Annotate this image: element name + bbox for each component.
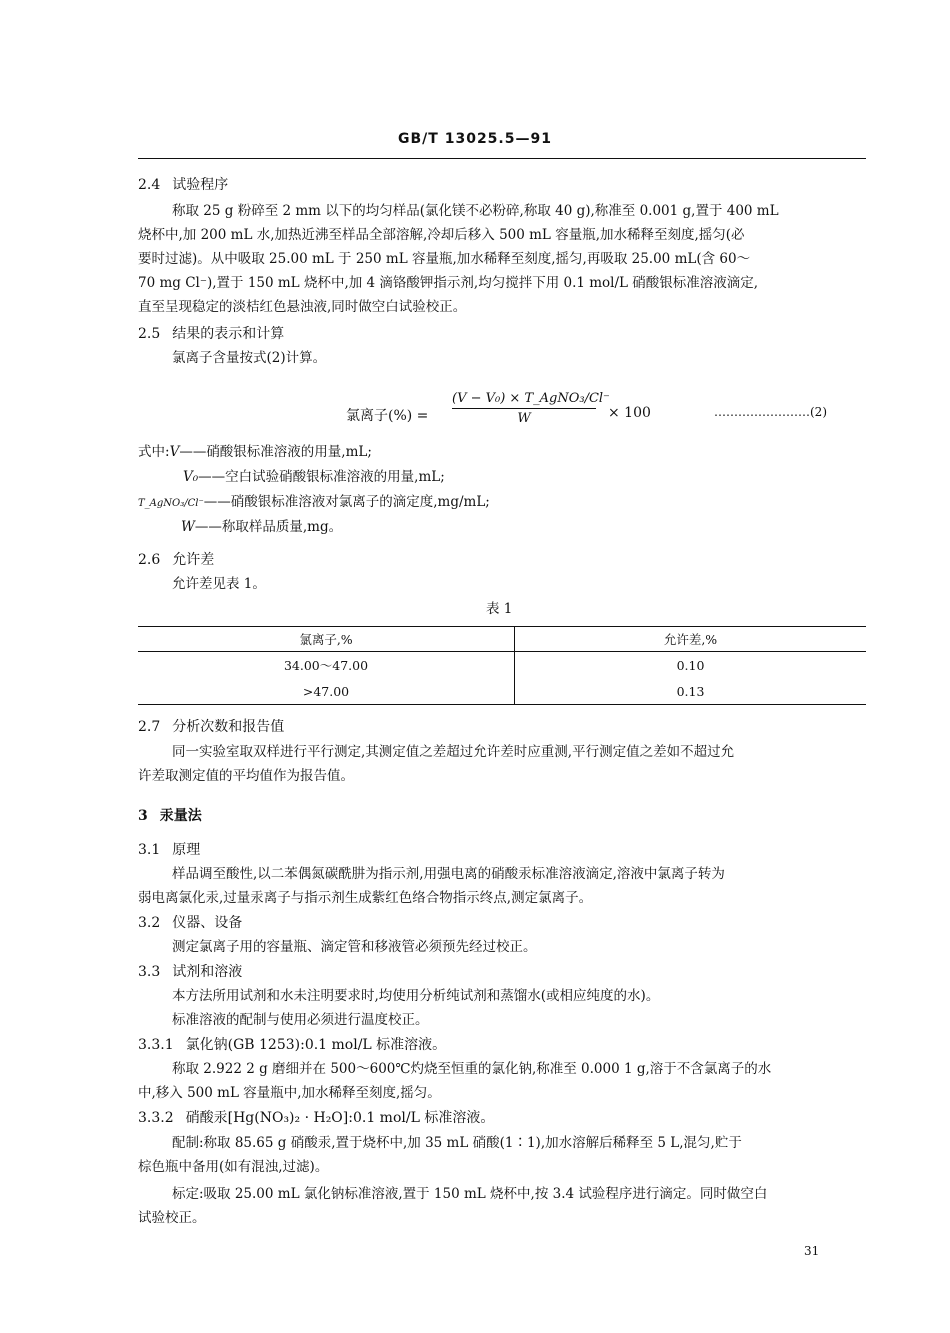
paragraph-line: 要时过滤)。从中吸取 25.00 mL 于 250 mL 容量瓶,加水稀释至刻度,摇匀,再吸取 25.00 mL(含 60～ (138, 251, 751, 267)
where-clause (138, 440, 372, 464)
paragraph-line: 标准溶液的配制与使用必须进行温度校正。 (172, 1012, 429, 1028)
section-3-3-heading (138, 961, 242, 981)
paragraph-line: 测定氯离子用的容量瓶、滴定管和移液管必须预先经过校正。 (172, 939, 537, 955)
formula-times-100: × 100 (608, 405, 651, 421)
table-header-row (138, 627, 866, 652)
table-cell: 0.10 (676, 657, 705, 673)
section-number: 3.3.2 (138, 1110, 174, 1126)
paragraph-line: 氯离子含量按式(2)计算。 (172, 350, 327, 366)
section-3-1-heading (138, 839, 200, 859)
paragraph-line: 本方法所用试剂和水未注明要求时,均使用分析纯试剂和蒸馏水(或相应纯度的水)。 (172, 988, 660, 1004)
section-2-5-heading (138, 323, 284, 343)
section-title: 硝酸汞[Hg(NO₃)₂ · H₂O]:0.1 mol/L 标准溶液。 (185, 1110, 495, 1126)
section-number: 3.3 (138, 964, 161, 980)
section-number: 2.4 (138, 177, 161, 193)
paragraph-line: 弱电离氯化汞,过量汞离子与指示剂生成紫红色络合物指示终点,测定氯离子。 (138, 890, 593, 906)
section-title: 分析次数和报告值 (172, 719, 285, 735)
formula-numerator: (V − V₀) × T_AgNO₃/Cl⁻ (452, 391, 610, 406)
section-title: 试验程序 (172, 177, 229, 193)
paragraph-line: 样品调至酸性,以二苯偶氮碳酰肼为指示剂,用强电离的硝酸汞标准溶液滴定,溶液中氯离子转为 (172, 866, 725, 882)
paragraph-line: 直至呈现稳定的淡桔红色悬浊液,同时做空白试验校正。 (138, 299, 467, 315)
variable-symbol: V (169, 444, 180, 460)
section-number: 3 (138, 808, 148, 824)
variable-symbol: V₀ (183, 469, 199, 485)
section-title: 结果的表示和计算 (172, 326, 285, 342)
variable-symbol: W (181, 519, 195, 535)
section-2-6-heading (138, 549, 214, 569)
paragraph-line: 允许差见表 1。 (172, 576, 266, 592)
variable-symbol: T_AgNO₃/Cl⁻ (138, 498, 204, 509)
section-title: 仪器、设备 (172, 915, 243, 931)
variable-description: ——空白试验硝酸银标准溶液的用量,mL; (198, 469, 445, 485)
equation-number: ……………………(2) (714, 405, 827, 419)
section-number: 3.2 (138, 915, 161, 931)
paragraph-line: 称取 25 g 粉碎至 2 mm 以下的均匀样品(氯化镁不必粉碎,称取 40 g),称准至 0.001 g,置于 400 mL (172, 203, 779, 219)
paragraph-line: 许差取测定值的平均值作为报告值。 (138, 768, 354, 784)
variable-description: ——硝酸银标准溶液的用量,mL; (179, 444, 372, 460)
section-title: 氯化钠(GB 1253):0.1 mol/L 标准溶液。 (185, 1037, 447, 1053)
where-label: 式中: (138, 444, 170, 460)
paragraph-line: 标定:吸取 25.00 mL 氯化钠标准溶液,置于 150 mL 烧杯中,按 3.4 试验程序进行滴定。同时做空白 (172, 1186, 768, 1202)
column-header: 氯离子,% (138, 627, 515, 652)
section-number: 3.1 (138, 842, 161, 858)
paragraph-line: 称取 2.922 2 g 磨细并在 500～600℃灼烧至恒重的氯化钠,称准至 0.000 1 g,溶于不含氯离子的水 (172, 1061, 772, 1077)
formula-lhs: 氯离子(%) = (346, 408, 429, 424)
tolerance-table (138, 626, 866, 705)
paragraph-line: 试验校正。 (138, 1210, 206, 1226)
standard-header: GB/T 13025.5—91 (398, 131, 552, 147)
header-rule (138, 158, 866, 159)
page-number: 31 (804, 1244, 820, 1258)
section-number: 2.5 (138, 326, 161, 342)
section-3-3-1-heading (138, 1034, 446, 1054)
section-2-4-heading (138, 174, 228, 194)
fraction-bar (452, 408, 596, 409)
section-title: 汞量法 (159, 808, 202, 824)
table-cell: >47.00 (138, 678, 515, 705)
section-3-3-2-heading (138, 1107, 494, 1127)
section-3-heading (138, 805, 202, 825)
variable-description: ——硝酸银标准溶液对氯离子的滴定度,mg/mL; (203, 494, 490, 510)
table-row (138, 652, 866, 679)
paragraph-line: 烧杯中,加 200 mL 水,加热近沸至样品全部溶解,冷却后移入 500 mL 容量瓶,加水稀释至刻度,摇匀(必 (138, 227, 745, 243)
table-cell: 34.00～47.00 (138, 652, 515, 679)
paragraph-line: 配制:称取 85.65 g 硝酸汞,置于烧杯中,加 35 mL 硝酸(1∶1),加水溶解后稀释至 5 L,混匀,贮于 (172, 1135, 742, 1151)
paragraph-line: 同一实验室取双样进行平行测定,其测定值之差超过允许差时应重测,平行测定值之差如不超过允 (172, 744, 735, 760)
paragraph-line: 70 mg Cl⁻),置于 150 mL 烧杯中,加 4 滴铬酸钾指示剂,均匀搅拌下用 0.1 mol/L 硝酸银标准溶液滴定, (138, 275, 759, 291)
formula-denominator: W (517, 411, 531, 426)
variable-line (138, 490, 490, 516)
table-cell: 0.13 (515, 678, 867, 705)
table-row (138, 678, 866, 705)
variable-line (183, 465, 445, 489)
column-header: 允许差,% (515, 627, 867, 652)
section-title: 原理 (172, 842, 201, 858)
variable-description: ——称取样品质量,mg。 (194, 519, 343, 535)
variable-line (181, 515, 342, 539)
section-number: 2.7 (138, 719, 161, 735)
formula-fraction (452, 391, 610, 426)
section-title: 试剂和溶液 (172, 964, 243, 980)
section-number: 2.6 (138, 552, 161, 568)
section-3-2-heading (138, 912, 242, 932)
paragraph-line: 棕色瓶中备用(如有混浊,过滤)。 (138, 1159, 329, 1175)
paragraph-line: 中,移入 500 mL 容量瓶中,加水稀释至刻度,摇匀。 (138, 1085, 441, 1101)
section-number: 3.3.1 (138, 1037, 174, 1053)
table-caption: 表 1 (486, 601, 513, 617)
section-2-7-heading (138, 716, 284, 736)
section-title: 允许差 (172, 552, 215, 568)
formula-2 (346, 391, 876, 433)
